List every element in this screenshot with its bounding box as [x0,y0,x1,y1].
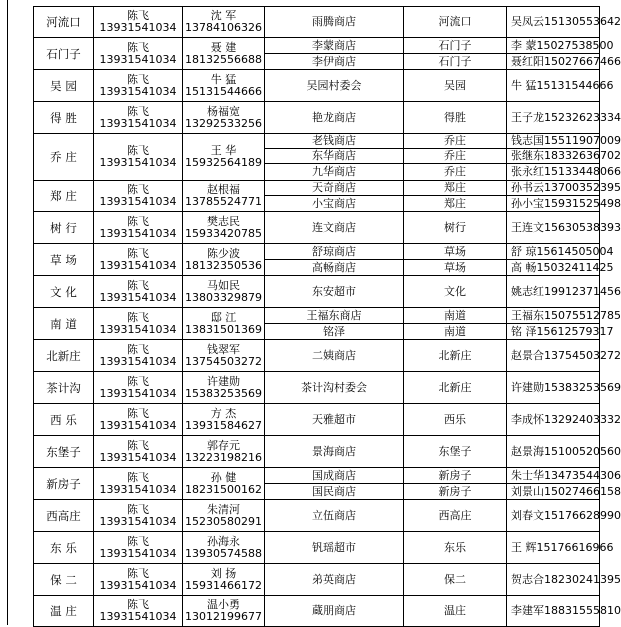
cadre-name: 陈飞 [127,40,149,54]
cadre-name: 陈飞 [127,566,149,580]
store-location-cell: 新房子 [404,484,507,500]
village-name-cell: 树 行 [34,212,94,244]
cadre-name: 陈飞 [127,406,149,420]
table-row [34,181,600,196]
village-name-cell: 西 乐 [34,404,94,436]
store-owner-cell: 牛 猛15131544666 [507,70,600,102]
village-contact-name: 钱翠军 [207,342,240,356]
village-contact-cell [183,564,265,596]
village-contact-cell [183,181,265,212]
table-row [34,212,600,244]
village-name-cell: 东 乐 [34,532,94,564]
village-contact-name: 马如民 [207,278,240,292]
cadre-cell [94,244,183,276]
cadre-cell [94,404,183,436]
cadre-phone: 13931541034 [99,290,177,304]
cadre-phone: 13931541034 [99,514,177,528]
cadre-cell [94,102,183,134]
cadre-phone: 13931541034 [99,116,177,130]
village-contact-name: 沈 军 [210,9,237,22]
village-contact-cell [183,102,265,134]
cadre-name: 陈飞 [127,470,149,484]
store-location-cell: 西乐 [404,404,507,436]
cadre-phone: 13931541034 [99,450,177,464]
store-owner-cell: 许建勋15383253569 [507,372,600,404]
store-location-cell: 草场 [404,260,507,276]
cadre-name: 陈飞 [127,72,149,86]
table-row [34,500,600,532]
store-name-cell: 立伍商店 [265,500,404,532]
cadre-cell [94,70,183,102]
store-location-cell: 吴园 [404,70,507,102]
store-name-cell: 李伊商店 [265,54,404,70]
store-name-cell: 国成商店 [265,468,404,484]
store-owner-cell: 贺志合18230241395 [507,564,600,596]
cadre-name: 陈飞 [127,214,149,228]
store-owner-cell: 王连文15630538393 [507,212,600,244]
table-row [34,134,600,149]
store-location-cell: 乔庄 [404,134,507,149]
village-contact-phone: 13831501369 [185,322,262,336]
cadre-cell [94,436,183,468]
village-name-cell: 新房子 [34,468,94,500]
cadre-phone: 13931541034 [99,354,177,368]
cadre-phone: 13931541034 [99,482,177,496]
village-contact-phone: 15931466172 [185,578,262,592]
store-name-cell: 茶计沟村委会 [265,372,404,404]
table-row [34,532,600,564]
cadre-phone: 13931541034 [99,578,177,592]
cadre-cell [94,212,183,244]
store-name-cell: 东华商店 [265,149,404,164]
store-owner-cell: 舒 琼15614505004 [507,244,600,260]
store-owner-cell: 李 蒙15027538500 [507,38,600,54]
village-contact-name: 杨福宽 [207,104,240,118]
cadre-name: 陈飞 [127,598,149,611]
store-owner-cell: 李建军18831555810 [507,596,600,627]
village-contact-name: 温小勇 [207,598,240,611]
village-contact-phone: 13754503272 [185,354,262,368]
village-contact-cell [183,436,265,468]
village-contact-phone: 18132350536 [185,258,262,272]
village-name-cell: 文 化 [34,276,94,308]
store-location-cell: 树行 [404,212,507,244]
village-contact-name: 方 杰 [210,406,237,420]
store-owner-cell: 朱士华13473544306 [507,468,600,484]
cadre-phone: 13931541034 [99,195,177,208]
village-contact-table [33,6,621,627]
cadre-cell [94,500,183,532]
cadre-phone: 13931541034 [99,546,177,560]
cadre-cell [94,276,183,308]
village-contact-phone: 18132556688 [185,52,262,66]
cadre-cell [94,596,183,627]
table-row [34,38,600,54]
store-location-cell: 文化 [404,276,507,308]
village-name-cell: 温 庄 [34,596,94,627]
cadre-cell [94,468,183,500]
store-location-cell: 南道 [404,324,507,340]
store-name-cell: 老钱商店 [265,134,404,149]
village-contact-cell [183,244,265,276]
cadre-name: 陈飞 [127,438,149,452]
village-name-cell: 东堡子 [34,436,94,468]
village-contact-name: 孙 健 [210,470,237,484]
village-name-cell: 吴 园 [34,70,94,102]
cadre-name: 陈飞 [127,534,149,548]
cadre-phone: 13931541034 [99,322,177,336]
village-contact-phone: 13292533256 [185,116,262,130]
village-contact-phone: 15933420785 [185,226,262,240]
village-name-cell: 保 二 [34,564,94,596]
store-owner-cell: 铭 泽15612579317 [507,324,600,340]
village-contact-phone: 13012199677 [185,610,262,623]
cadre-phone: 13931541034 [99,386,177,400]
store-owner-cell: 刘景山15027466158 [507,484,600,500]
village-contact-cell [183,596,265,627]
store-location-cell: 草场 [404,244,507,260]
village-contact-cell [183,468,265,500]
cadre-cell [94,308,183,340]
store-location-cell: 西高庄 [404,500,507,532]
table-row [34,308,600,324]
cadre-name: 陈飞 [127,144,149,157]
cadre-name: 陈飞 [127,183,149,196]
store-location-cell: 郑庄 [404,181,507,196]
cadre-phone: 13931541034 [99,156,177,169]
village-contact-phone: 13930574588 [185,546,262,560]
cadre-name: 陈飞 [127,310,149,324]
store-location-cell: 乔庄 [404,149,507,164]
village-contact-cell [183,404,265,436]
table-row [34,372,600,404]
village-contact-phone: 15932564189 [185,156,262,169]
cadre-cell [94,7,183,38]
village-name-cell: 河流口 [34,7,94,38]
cadre-phone: 13931541034 [99,258,177,272]
table-row [34,70,600,102]
cadre-phone: 13931541034 [99,84,177,98]
village-contact-cell [183,38,265,70]
store-name-cell: 天雅超市 [265,404,404,436]
store-location-cell: 石门子 [404,38,507,54]
cadre-cell [94,38,183,70]
village-contact-name: 朱清河 [207,502,240,516]
store-name-cell: 二姨商店 [265,340,404,372]
village-contact-phone: 18231500162 [185,482,262,496]
page-left-border [7,0,8,625]
cadre-phone: 13931541034 [99,21,177,34]
store-owner-cell: 聂红阳15027667466 [507,54,600,70]
village-contact-cell [183,308,265,340]
store-owner-cell: 孙书云13700352395 [507,181,600,196]
village-contact-phone: 13784106326 [185,21,262,34]
table-row [34,436,600,468]
village-contact-phone: 15131544666 [185,84,262,98]
village-name-cell: 茶计沟 [34,372,94,404]
cadre-phone: 13931541034 [99,52,177,66]
village-contact-cell [183,500,265,532]
store-owner-cell: 王福东15075512785 [507,308,600,324]
village-contact-phone: 15383253569 [185,386,262,400]
cadre-cell [94,372,183,404]
village-contact-cell [183,70,265,102]
cadre-name: 陈飞 [127,342,149,356]
cadre-cell [94,134,183,181]
store-name-cell: 九华商店 [265,164,404,181]
store-name-cell: 王福东商店 [265,308,404,324]
cadre-name: 陈飞 [127,278,149,292]
cadre-cell [94,532,183,564]
village-contact-cell [183,372,265,404]
village-contact-cell [183,276,265,308]
table-row [34,596,600,627]
cadre-name: 陈飞 [127,9,149,22]
village-name-cell: 西高庄 [34,500,94,532]
village-contact-phone: 13931584627 [185,418,262,432]
village-name-cell: 北新庄 [34,340,94,372]
cadre-cell [94,564,183,596]
store-name-cell: 国民商店 [265,484,404,500]
store-location-cell: 河流口 [404,7,507,38]
village-contact-name: 孙海永 [207,534,240,548]
store-location-cell: 东乐 [404,532,507,564]
store-name-cell: 东安超市 [265,276,404,308]
cadre-phone: 13931541034 [99,418,177,432]
store-name-cell: 弟英商店 [265,564,404,596]
village-contact-name: 赵根福 [207,183,240,196]
village-name-cell: 乔 庄 [34,134,94,181]
village-contact-cell [183,7,265,38]
village-name-cell: 南 道 [34,308,94,340]
village-name-cell: 郑 庄 [34,181,94,212]
village-contact-name: 牛 猛 [210,72,237,86]
store-name-cell: 连文商店 [265,212,404,244]
village-contact-name: 陈少波 [207,246,240,260]
village-contact-name: 聂 建 [210,40,237,54]
store-owner-cell: 赵景海15100520560 [507,436,600,468]
store-owner-cell: 吴凤云15130553642 [507,7,600,38]
store-name-cell: 铭泽 [265,324,404,340]
store-name-cell: 小宝商店 [265,196,404,212]
table-row [34,564,600,596]
store-owner-cell: 王子龙15232623334 [507,102,600,134]
table-row [34,276,600,308]
store-name-cell: 天奇商店 [265,181,404,196]
store-location-cell: 郑庄 [404,196,507,212]
store-name-cell: 吴园村委会 [265,70,404,102]
village-contact-name: 樊志民 [207,214,240,228]
store-owner-cell: 钱志国15511907009 [507,134,600,149]
store-location-cell: 得胜 [404,102,507,134]
store-owner-cell: 李成怀13292403332 [507,404,600,436]
store-owner-cell: 赵景合13754503272 [507,340,600,372]
cadre-name: 陈飞 [127,502,149,516]
store-owner-cell: 姚志红19912371456 [507,276,600,308]
cadre-name: 陈飞 [127,246,149,260]
village-contact-cell [183,532,265,564]
store-owner-cell: 张永红15133448066 [507,164,600,181]
village-contact-name: 许建勋 [207,374,240,388]
store-location-cell: 北新庄 [404,372,507,404]
store-location-cell: 温庄 [404,596,507,627]
table-row [34,7,600,38]
store-location-cell: 东堡子 [404,436,507,468]
store-name-cell: 蔵朋商店 [265,596,404,627]
store-owner-cell: 孙小宝15931525498 [507,196,600,212]
village-contact-cell [183,134,265,181]
store-owner-cell: 高 畅15032411425 [507,260,600,276]
village-contact-name: 王 华 [210,144,237,157]
table-body [34,7,621,627]
table-row [34,102,600,134]
cadre-cell [94,340,183,372]
table-row [34,404,600,436]
store-name-cell: 景海商店 [265,436,404,468]
cadre-name: 陈飞 [127,374,149,388]
store-location-cell: 南道 [404,308,507,324]
village-contact-cell [183,340,265,372]
village-name-cell: 草 场 [34,244,94,276]
village-contact-phone: 13785524771 [185,195,262,208]
village-contact-name: 刘 扬 [210,566,237,580]
table-row [34,468,600,484]
table-row [34,244,600,260]
store-location-cell: 北新庄 [404,340,507,372]
cadre-cell [94,181,183,212]
store-owner-cell: 刘春文15176628990 [507,500,600,532]
store-location-cell: 保二 [404,564,507,596]
store-location-cell: 新房子 [404,468,507,484]
village-contact-phone: 13803329879 [185,290,262,304]
store-location-cell: 乔庄 [404,164,507,181]
village-contact-name: 郭存元 [207,438,240,452]
table-row [34,340,600,372]
store-name-cell: 高畅商店 [265,260,404,276]
store-name-cell: 雨腾商店 [265,7,404,38]
village-contact-phone: 13223198216 [185,450,262,464]
store-owner-cell: 张继东18332636702 [507,149,600,164]
village-contact-name: 邸 江 [210,310,237,324]
village-name-cell: 得 胜 [34,102,94,134]
cadre-name: 陈飞 [127,104,149,118]
cadre-phone: 13931541034 [99,610,177,623]
store-location-cell: 石门子 [404,54,507,70]
village-name-cell: 石门子 [34,38,94,70]
store-owner-cell: 王 辉15176616966 [507,532,600,564]
store-name-cell: 舒琼商店 [265,244,404,260]
cadre-phone: 13931541034 [99,226,177,240]
store-name-cell: 钒瑶超市 [265,532,404,564]
village-contact-phone: 15230580291 [185,514,262,528]
village-contact-cell [183,212,265,244]
store-name-cell: 艳龙商店 [265,102,404,134]
store-name-cell: 李蒙商店 [265,38,404,54]
